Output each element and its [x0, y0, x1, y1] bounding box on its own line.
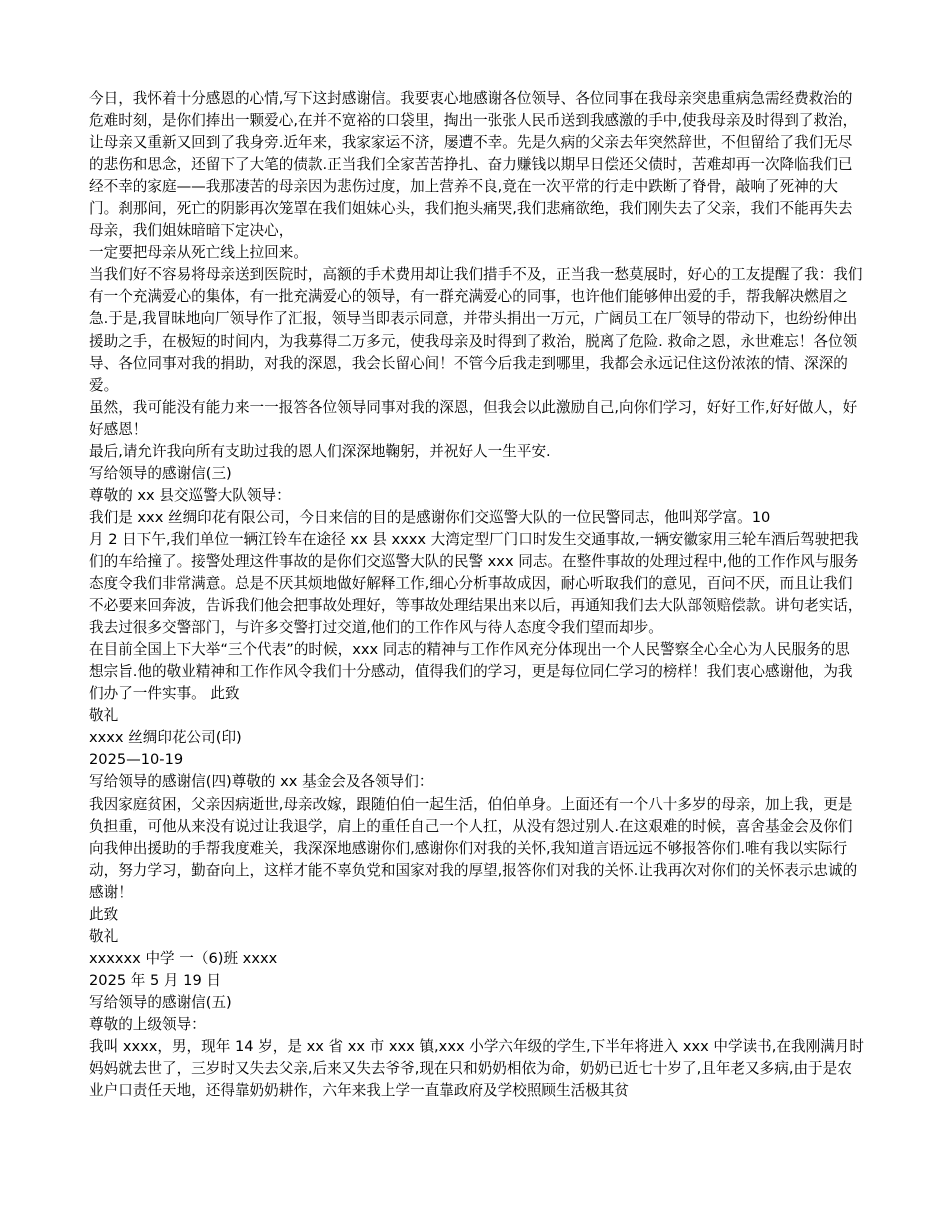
salutation-5: 尊敬的上级领导： — [89, 1015, 206, 1033]
closing-regards-3: 敬礼 — [89, 707, 119, 725]
closing-regards-4: 敬礼 — [89, 927, 119, 945]
paragraph-6: 在目前全国上下大举“三个代表”的时候，xxx 同志的精神与工作作风充分体现出一个人民警察全心全心为人民服务的思想宗旨.他的敬业精神和工作作风令我们十分感动，值得我们的学习，更是每位同仁学习的榜样！我们衷心感谢他，为我们办了一件实事。 此致 — [89, 641, 853, 703]
date-3: 2025—10-19 — [89, 751, 184, 769]
closing-cizhi-4: 此致 — [89, 905, 119, 923]
section-heading-3: 写给领导的感谢信(三) — [89, 464, 232, 482]
paragraph-4: 最后,请允许我向所有支助过我的恩人们深深地鞠躬，并祝好人一生平安. — [89, 442, 551, 460]
paragraph-3: 虽然，我可能没有能力来一一报答各位领导同事对我的深恩，但我会以此激励自己,向你们学习，好好工作,好好做人，好好感恩！ — [89, 398, 858, 438]
paragraph-1: 今日，我怀着十分感恩的心情,写下这封感谢信。我要衷心地感谢各位领导、各位同事在我母亲突患重病急需经费救治的危难时刻，是你们捧出一颗爱心,在并不宽裕的口袋里，掏出一张张人民币送到我感激的手中,使我母亲及时得到了救治，让母亲又重新又回到了我身旁.近年来，我家家运不济，屡遭不幸。先是久病的父亲去年突然辞世，不但留给了我们无尽的悲伤和思念，还留下了大笔的债款.正当我们全家苦苦挣扎、奋力赚钱以期早日偿还父债时，苦难却再一次降临我们已经不幸的家庭——我那凄苦的母亲因为悲伤过度，加上营养不良,竟在一次平常的行走中跌断了脊骨，敲响了死神的大门。刹那间，死亡的阴影再次笼罩在我们姐妹心头，我们抱头痛哭,我们悲痛欲绝，我们刚失去了父亲，我们不能再失去母亲，我们姐妹暗暗下定决心， 一定要把母亲从死亡线上拉回来。 — [89, 90, 858, 262]
salutation-3: 尊敬的 xx 县交巡警大队领导： — [89, 486, 291, 504]
section-heading-5: 写给领导的感谢信(五) — [89, 993, 232, 1011]
paragraph-2: 当我们好不容易将母亲送到医院时，高额的手术费用却让我们措手不及，正当我一愁莫展时，好心的工友提醒了我：我们有一个充满爱心的集体，有一批充满爱心的领导，有一群充满爱心的同事，也许他们能够伸出爱的手，帮我解决燃眉之急.于是,我冒昧地向厂领导作了汇报，领导当即表示同意，并带头捐出一万元，广阔员工在厂领导的带动下，也纷纷伸出援助之手，在极短的时间内，为我募得二万多元，使我母亲及时得到了救治，脱离了危险. 救命之恩，永世难忘！各位领导、各位同事对我的捐助，对我的深恩，我会长留心间！不管今后我走到哪里，我都会永远记住这份浓浓的情、深深的爱。 — [89, 266, 863, 394]
paragraph-8: 我叫 xxxx，男，现年 14 岁，是 xx 省 xx 市 xxx 镇,xxx 小学六年级的学生,下半年将进入 xxx 中学读书,在我刚满月时妈妈就去世了，三岁时又失去父亲,后来又失去爷爷,现在只和奶奶相依为命，奶奶已近七十岁了,且年老又多病,由于是农业户口责任天地，还得靠奶奶耕作，六年来我上学一直靠政府及学校照顾生活极其贫 — [89, 1038, 864, 1100]
paragraph-5: 我们是 xxx 丝绸印花有限公司，今日来信的目的是感谢你们交巡警大队的一位民警同志，他叫郑学富。10 月 2 日下午,我们单位一辆江铃车在途径 xx 县 xxxx 大湾定型厂门口时发生交通事故,一辆安徽家用三轮车酒后驾驶把我们的车给撞了。接警处理这件事故的是你们交巡警大队的民警 xxx 同志。在整件事故的处理过程中,他的工作作风与服务态度令我们非常满意。总是不厌其烦地做好解释工作,细心分析事故成因，耐心听取我们的意见，百问不厌，而且让我们不必要来回奔波，告诉我们他会把事故处理好，等事故处理结果出来以后，再通知我们去大队部领赔偿款。讲句老实话，我去过很多交警部门，与许多交警打过交道,他们的工作作风与待人态度令我们望而却步。 — [89, 508, 863, 637]
date-4: 2025 年 5 月 19 日 — [89, 971, 221, 989]
section-heading-4: 写给领导的感谢信(四)尊敬的 xx 基金会及各领导们： — [89, 773, 434, 791]
letter-document — [89, 88, 864, 1102]
signature-4: xxxxxx 中学 一（6)班 xxxx — [89, 949, 278, 967]
paragraph-7: 我因家庭贫困，父亲因病逝世,母亲改嫁，跟随伯伯一起生活，伯伯单身。上面还有一个八十多岁的母亲，加上我，更是负担重，可他从来没有说过让我退学，肩上的重任自己一个人扛，从没有怨过别人.在这艰难的时候，喜舍基金会及你们向我伸出援助的手帮我度难关，我深深地感谢你们,感谢你们对我的关怀,我知道言语远远不够报答你们.唯有我以实际行动，努力学习，勤奋向上，这样才能不辜负党和国家对我的厚望,报答你们对我的关怀.让我再次对你们的关怀表示忠诚的感谢！ — [89, 795, 858, 901]
signature-3: xxxx 丝绸印花公司(印) — [89, 729, 242, 747]
